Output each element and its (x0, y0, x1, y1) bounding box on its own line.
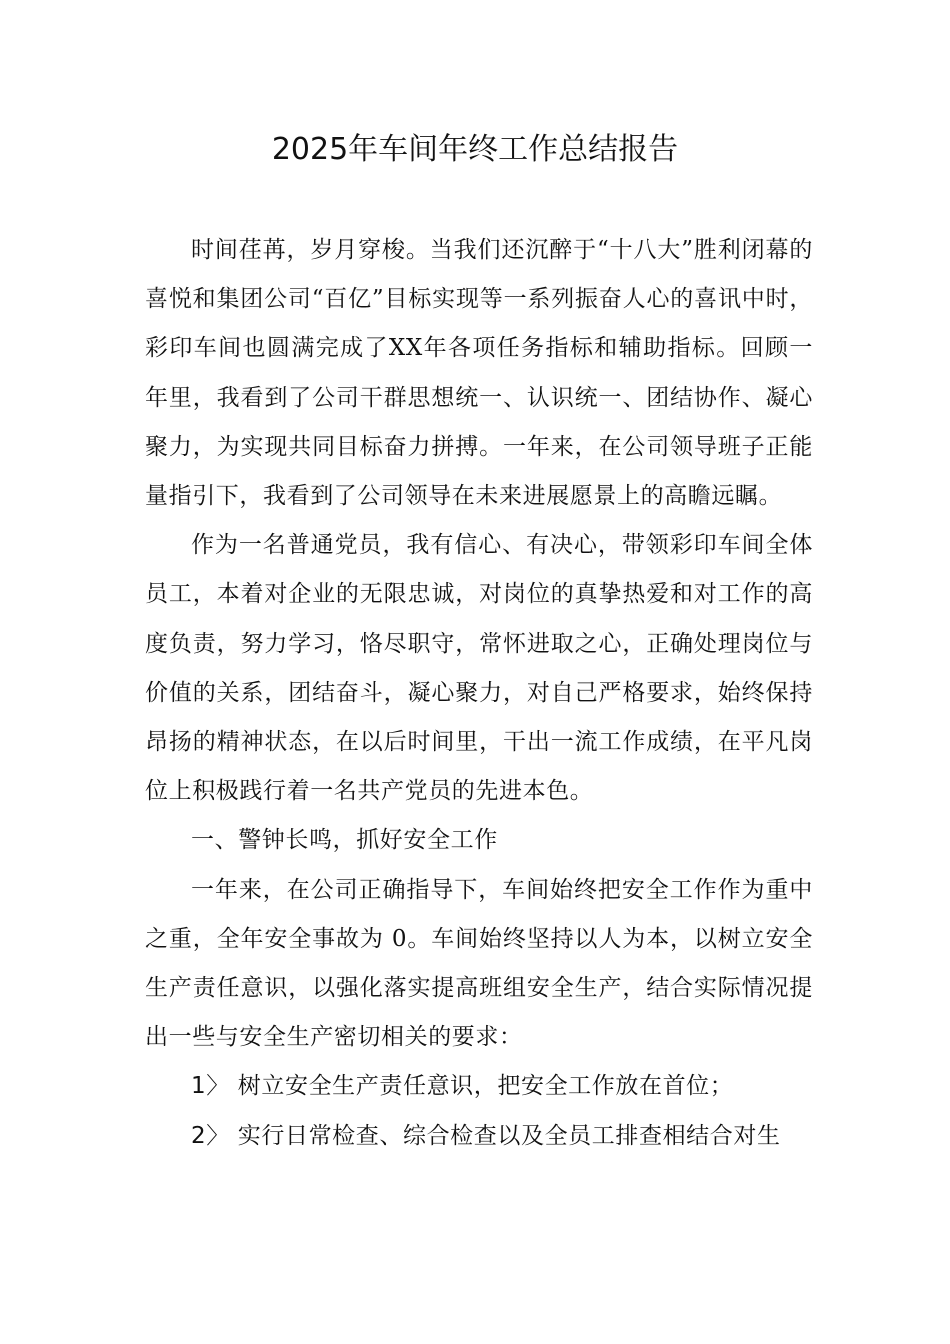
list-item-number: 2〉 (191, 1122, 230, 1149)
list-item-text: 树立安全生产责任意识，把安全工作放在首位； (237, 1073, 734, 1100)
paragraph-intro: 时间荏苒，岁月穿梭。当我们还沉醉于“十八大”胜利闭幕的喜悦和集团公司“百亿”目标实现等一系列振奋人心的喜讯中时，彩印车间也圆满完成了XX年各项任务指标和辅助指标。回顾一年里，我看到了公司干群思想统一、认识统一、团结协作、凝心聚力，为实现共同目标奋力拼搏。一年来，在公司领导班子正能量指引下，我看到了公司领导在未来进展愿景上的高瞻远瞩。 (145, 237, 813, 510)
section-paragraph: 一年来，在公司正确指导下，车间始终把安全工作作为重中之重，全年安全事故为 0。车间始终坚持以人为本，以树立安全生产责任意识，以强化落实提高班组安全生产，结合实际情况提出一些与安全生产密切相关的要求： (145, 876, 813, 1051)
list-item-number: 1〉 (191, 1073, 230, 1100)
document-body (145, 226, 813, 1161)
list-item-text: 实行日常检查、综合检查以及全员工排查相结合对生 (237, 1122, 781, 1149)
paragraph-commitment: 作为一名普通党员，我有信心、有决心，带领彩印车间全体员工，本着对企业的无限忠诚，对岗位的真挚热爱和对工作的高度负责，努力学习，恪尽职守，常怀进取之心，正确处理岗位与价值的关系，团结奋斗，凝心聚力，对自己严格要求，始终保持昂扬的精神状态，在以后时间里，干出一流工作成绩，在平凡岗位上积极践行着一名共产党员的先进本色。 (145, 532, 813, 805)
section-heading: 一、警钟长鸣，抓好安全工作 (191, 827, 498, 854)
list-item (145, 1062, 813, 1111)
document-title: 2025年车间年终工作总结报告 (271, 132, 679, 167)
list-item (145, 1112, 813, 1161)
